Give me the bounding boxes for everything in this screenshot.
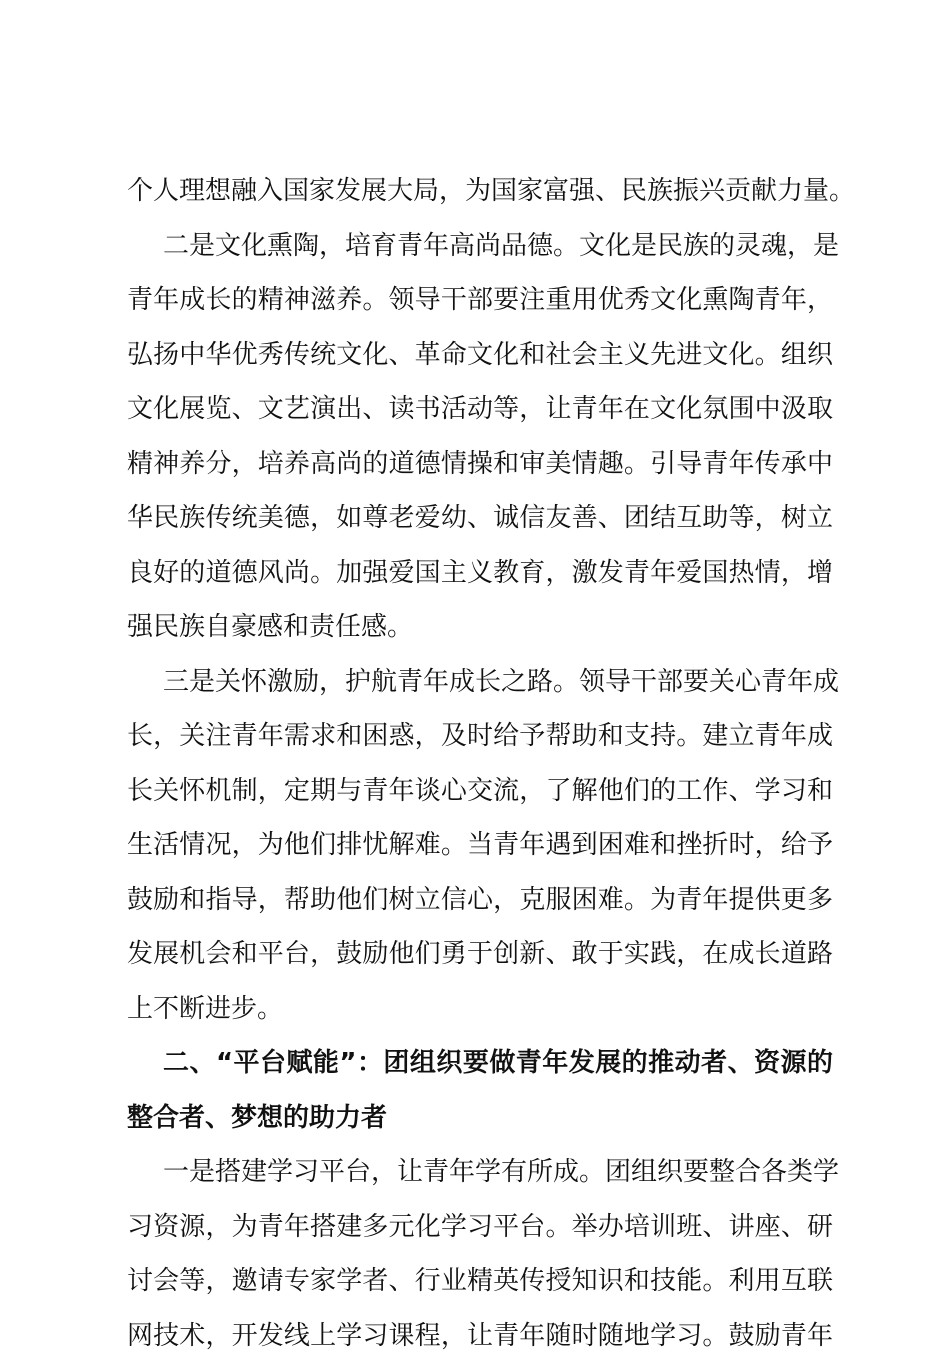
text-line: 青年成长的精神滋养。领导干部要注重用优秀文化熏陶青年，: [127, 273, 833, 328]
paragraph-start-line: 一是搭建学习平台，让青年学有所成。团组织要整合各类学: [127, 1145, 833, 1200]
paragraph-end-line: 上不断进步。: [127, 982, 833, 1037]
text-line: 长关怀机制，定期与青年谈心交流，了解他们的工作、学习和: [127, 764, 833, 819]
text-line: 发展机会和平台，鼓励他们勇于创新、敢于实践，在成长道路: [127, 927, 833, 982]
section-heading-line: 整合者、梦想的助力者: [127, 1091, 833, 1146]
document-body: [127, 164, 833, 1363]
paragraph-end-line: 强民族自豪感和责任感。: [127, 600, 833, 655]
paragraph-start-line: 二是文化熏陶，培育青年高尚品德。文化是民族的灵魂，是: [127, 219, 833, 274]
text-line: 讨会等，邀请专家学者、行业精英传授知识和技能。利用互联: [127, 1254, 833, 1309]
text-line: 弘扬中华优秀传统文化、革命文化和社会主义先进文化。组织: [127, 328, 833, 383]
text-line: 生活情况，为他们排忧解难。当青年遇到困难和挫折时，给予: [127, 818, 833, 873]
section-heading-line: 二、“平台赋能”：团组织要做青年发展的推动者、资源的: [127, 1036, 833, 1091]
text-line: 华民族传统美德，如尊老爱幼、诚信友善、团结互助等，树立: [127, 491, 833, 546]
text-line: 文化展览、文艺演出、读书活动等，让青年在文化氛围中汲取: [127, 382, 833, 437]
text-line: 良好的道德风尚。加强爱国主义教育，激发青年爱国热情，增: [127, 546, 833, 601]
paragraph-start-line: 三是关怀激励，护航青年成长之路。领导干部要关心青年成: [127, 655, 833, 710]
text-line: 鼓励和指导，帮助他们树立信心，克服困难。为青年提供更多: [127, 873, 833, 928]
text-line: 长，关注青年需求和困惑，及时给予帮助和支持。建立青年成: [127, 709, 833, 764]
text-line: 网技术，开发线上学习课程，让青年随时随地学习。鼓励青年: [127, 1309, 833, 1363]
text-line: 习资源，为青年搭建多元化学习平台。举办培训班、讲座、研: [127, 1200, 833, 1255]
text-line: 精神养分，培养高尚的道德情操和审美情趣。引导青年传承中: [127, 437, 833, 492]
text-line: 个人理想融入国家发展大局，为国家富强、民族振兴贡献力量。: [127, 164, 833, 219]
